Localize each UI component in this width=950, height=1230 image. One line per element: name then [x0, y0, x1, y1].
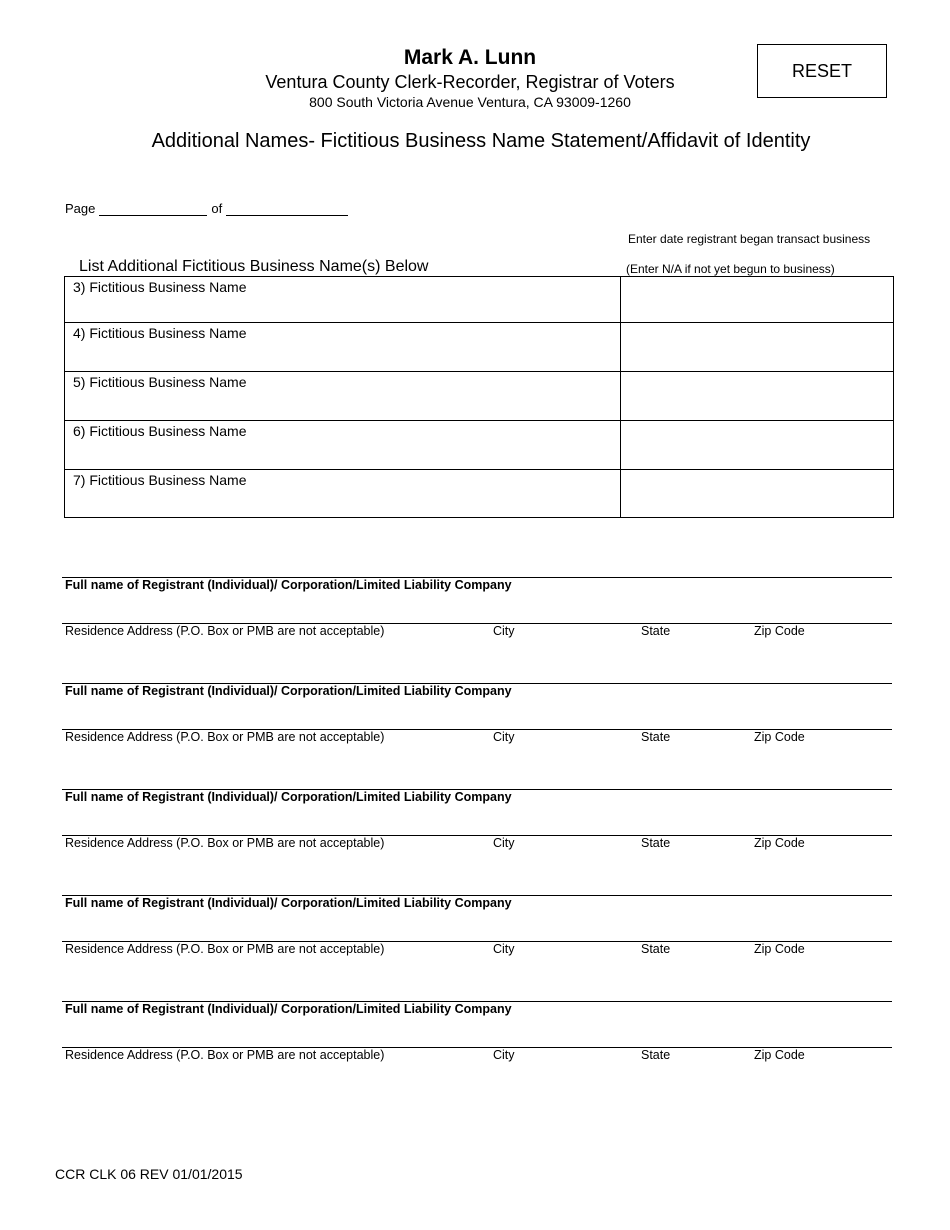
zip-label: Zip Code	[754, 942, 805, 956]
city-label: City	[493, 1048, 515, 1062]
page-label: Page	[65, 201, 96, 216]
date-column-subnote: (Enter N/A if not yet begun to business)	[626, 262, 835, 276]
table-row	[65, 372, 894, 421]
city-label: City	[493, 942, 515, 956]
residence-address-label: Residence Address (P.O. Box or PMB are not acceptable)	[65, 836, 385, 850]
residence-address-label: Residence Address (P.O. Box or PMB are not acceptable)	[65, 942, 385, 956]
city-label: City	[493, 730, 515, 744]
state-label: State	[641, 836, 671, 850]
full-name-label: Full name of Registrant (Individual)/ Corporation/Limited Liability Company	[65, 578, 512, 592]
registrant-block	[62, 895, 892, 975]
table-row	[65, 323, 894, 372]
city-label: City	[493, 836, 515, 850]
residence-address-label: Residence Address (P.O. Box or PMB are not acceptable)	[65, 1048, 385, 1062]
full-name-label: Full name of Registrant (Individual)/ Corporation/Limited Liability Company	[65, 684, 512, 698]
page-total-field[interactable]	[226, 203, 348, 216]
full-name-label: Full name of Registrant (Individual)/ Corporation/Limited Liability Company	[65, 1002, 512, 1016]
business-name-field[interactable]	[65, 372, 621, 421]
state-label: State	[641, 1048, 671, 1062]
reset-button[interactable]: RESET	[757, 44, 887, 98]
registrant-block	[62, 577, 892, 657]
table-row	[65, 470, 894, 518]
business-name-label: 7) Fictitious Business Name	[73, 472, 247, 488]
business-name-label: 3) Fictitious Business Name	[73, 279, 247, 295]
zip-label: Zip Code	[754, 836, 805, 850]
of-label: of	[211, 201, 223, 216]
business-date-field[interactable]	[621, 277, 894, 323]
business-date-field[interactable]	[621, 470, 894, 518]
list-heading: List Additional Fictitious Business Name(s) Below	[79, 258, 429, 275]
table-row	[65, 421, 894, 470]
business-date-field[interactable]	[621, 421, 894, 470]
state-label: State	[641, 624, 671, 638]
office-title: Ventura County Clerk-Recorder, Registrar of Voters	[265, 72, 675, 92]
page-number-field[interactable]	[99, 203, 207, 216]
business-name-label: 4) Fictitious Business Name	[73, 325, 247, 341]
full-name-label: Full name of Registrant (Individual)/ Corporation/Limited Liability Company	[65, 790, 512, 804]
business-date-field[interactable]	[621, 323, 894, 372]
clerk-name: Mark A. Lunn	[403, 46, 537, 69]
registrant-block	[62, 789, 892, 869]
zip-label: Zip Code	[754, 1048, 805, 1062]
business-name-field[interactable]	[65, 277, 621, 323]
table-row	[65, 277, 894, 323]
form-code: CCR CLK 06 REV 01/01/2015	[55, 1166, 243, 1182]
business-date-field[interactable]	[621, 372, 894, 421]
business-name-field[interactable]	[65, 421, 621, 470]
page-of-line	[65, 201, 352, 216]
registrant-block	[62, 1001, 892, 1081]
state-label: State	[641, 730, 671, 744]
city-label: City	[493, 624, 515, 638]
document-title: Additional Names- Fictitious Business Name Statement/Affidavit of Identity	[151, 130, 811, 152]
residence-address-label: Residence Address (P.O. Box or PMB are not acceptable)	[65, 624, 385, 638]
business-name-label: 5) Fictitious Business Name	[73, 374, 247, 390]
full-name-label: Full name of Registrant (Individual)/ Corporation/Limited Liability Company	[65, 896, 512, 910]
office-address: 800 South Victoria Avenue Ventura, CA 93009-1260	[309, 94, 631, 110]
business-name-field[interactable]	[65, 323, 621, 372]
date-column-note: Enter date registrant began transact business	[628, 232, 871, 246]
business-name-field[interactable]	[65, 470, 621, 518]
zip-label: Zip Code	[754, 730, 805, 744]
zip-label: Zip Code	[754, 624, 805, 638]
business-names-table	[64, 276, 894, 518]
business-name-label: 6) Fictitious Business Name	[73, 423, 247, 439]
registrant-block	[62, 683, 892, 763]
state-label: State	[641, 942, 671, 956]
residence-address-label: Residence Address (P.O. Box or PMB are not acceptable)	[65, 730, 385, 744]
